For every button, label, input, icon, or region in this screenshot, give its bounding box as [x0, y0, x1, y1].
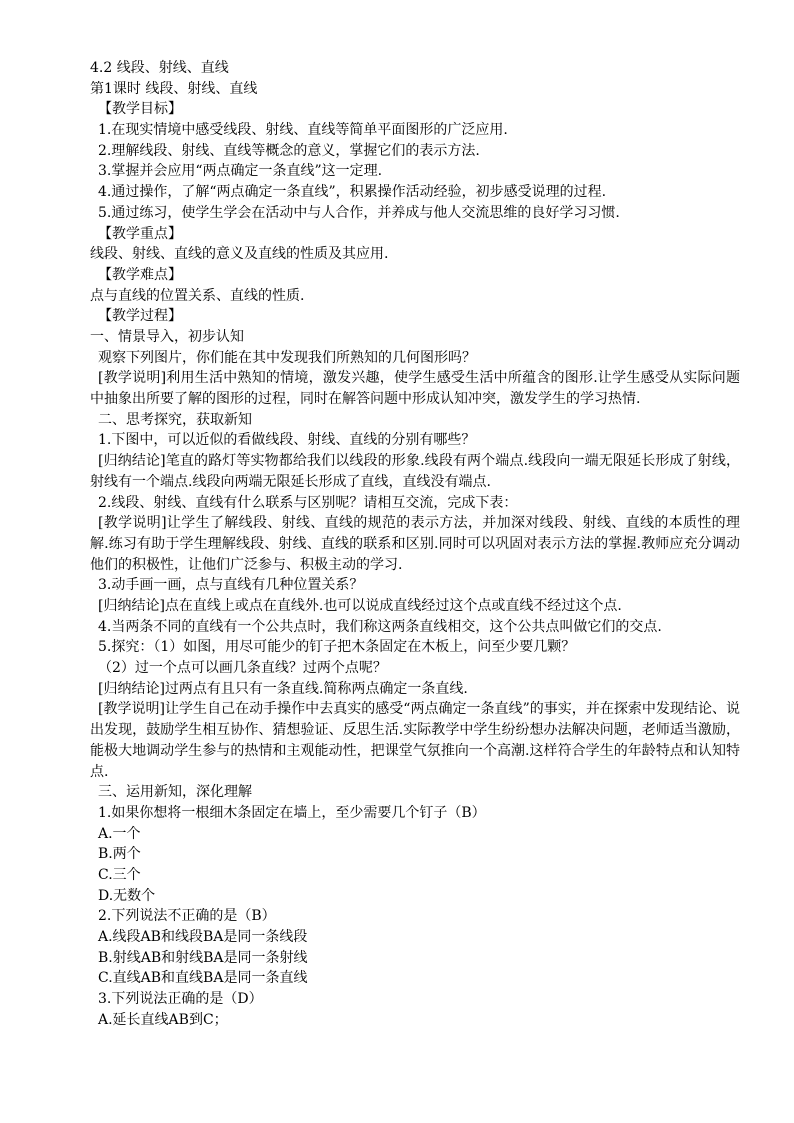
section-2-question-5b: （2）过一个点可以画几条直线？过两个点呢？: [98, 660, 387, 677]
key-text: 线段、射线、直线的意义及直线的性质及其应用.: [90, 246, 389, 263]
section-2-conclusion-3: [归纳结论]点在直线上或点在直线外.也可以说成直线经过这个点或直线不经过这个点.: [98, 597, 622, 614]
exercise-1-option: D.无数个: [98, 887, 156, 904]
key-heading: 【教学重点】: [98, 225, 182, 242]
exercise-3-option: A.延长直线AB到C；: [98, 1011, 228, 1028]
section-2-question-4: 4.当两条不同的直线有一个公共点时，我们称这两条直线相交，这个公共点叫做它们的交点.: [98, 618, 662, 635]
exercise-2-question: 2.下列说法不正确的是（B）: [98, 908, 276, 925]
section-1-question: 观察下列图片，你们能在其中发现我们所熟知的几何图形吗？: [98, 349, 476, 366]
goal-item: 3.掌握并会应用“两点确定一条直线”这一定理.: [98, 163, 383, 180]
goal-item: 4.通过操作，了解“两点确定一条直线”，积累操作活动经验，初步感受说理的过程.: [98, 184, 607, 201]
exercise-1-option: B.两个: [98, 846, 141, 863]
section-title: 4.2 线段、射线、直线: [90, 60, 229, 76]
lesson-title: 第1课时 线段、射线、直线: [90, 80, 258, 97]
exercise-3-question: 3.下列说法正确的是（D）: [98, 991, 263, 1008]
difficulty-heading: 【教学难点】: [98, 266, 182, 283]
process-heading: 【教学过程】: [98, 308, 182, 325]
section-1-note: [教学说明]利用生活中熟知的情境，激发兴趣，使学生感受生活中所蕴含的图形.让学生感受从实际问题中抽象出所要了解的图形的过程，同时在解答问题中形成认知冲突，激发学生的学习热情.: [90, 370, 740, 408]
goal-item: 5.通过练习，使学生学会在活动中与人合作，并养成与他人交流思维的良好学习习惯.: [98, 204, 620, 221]
section-2-conclusion-1: [归纳结论]笔直的路灯等实物都给我们以线段的形象.线段有两个端点.线段向一端无限延长形成了射线，射线有一个端点.线段向两端无限延长形成了直线，直线没有端点.: [90, 453, 740, 490]
section-1-heading: 一、情景导入，初步认知: [90, 328, 244, 345]
exercise-2-option: A.线段AB和线段BA是同一条线段: [98, 929, 308, 946]
exercise-1-option: C.三个: [98, 866, 141, 883]
section-2-note-2: [教学说明]让学生了解线段、射线、直线的规范的表示方法，并加深对线段、射线、直线的本质性的理解.练习有助于学生理解线段、射线、直线的联系和区别.同时可以巩固对表示方法的掌握.教师应充分调动他们的积极性，让他们广泛参与、积极主动的学习.: [90, 515, 740, 573]
section-2-note-5: [教学说明]让学生自己在动手操作中去真实的感受“两点确定一条直线”的事实，并在探索中发现结论、说出发现，鼓励学生相互协作、猜想验证、反思生活.实际教学中学生纷纷想办法解决问题，老师适当激励，能极大地调动学生参与的热情和主观能动性，把课堂气氛推向一个高潮.这样符合学生的年龄特点和认知特点.: [90, 701, 740, 780]
section-2-question-1: 1.下图中，可以近似的看做线段、射线、直线的分别有哪些？: [98, 432, 476, 449]
section-2-question-2: 2.线段、射线、直线有什么联系与区别呢？请相互交流，完成下表：: [98, 494, 518, 511]
exercise-1-option: A.一个: [98, 825, 141, 842]
section-2-heading: 二、思考探究，获取新知: [98, 411, 252, 428]
exercise-1-question: 1.如果你想将一根细木条固定在墙上，至少需要几个钉子（B）: [98, 804, 486, 821]
document-page: [90, 58, 740, 1030]
goal-item: 2.理解线段、射线、直线等概念的意义，掌握它们的表示方法.: [98, 142, 480, 159]
exercise-2-option: C.直线AB和直线BA是同一条直线: [98, 970, 308, 987]
section-3-heading: 三、运用新知，深化理解: [98, 784, 252, 801]
section-2-question-5: 5.探究：（1）如图，用尽可能少的钉子把木条固定在木板上，问至少要几颗？: [98, 639, 576, 656]
section-2-question-3: 3.动手画一画，点与直线有几种位置关系？: [98, 577, 364, 594]
exercise-2-option: B.射线AB和射线BA是同一条射线: [98, 949, 308, 966]
goals-heading: 【教学目标】: [98, 101, 182, 118]
section-2-conclusion-5: [归纳结论]过两点有且只有一条直线.简称两点确定一条直线.: [98, 680, 468, 697]
goal-item: 1.在现实情境中感受线段、射线、直线等简单平面图形的广泛应用.: [98, 122, 508, 139]
difficulty-text: 点与直线的位置关系、直线的性质.: [90, 287, 305, 304]
